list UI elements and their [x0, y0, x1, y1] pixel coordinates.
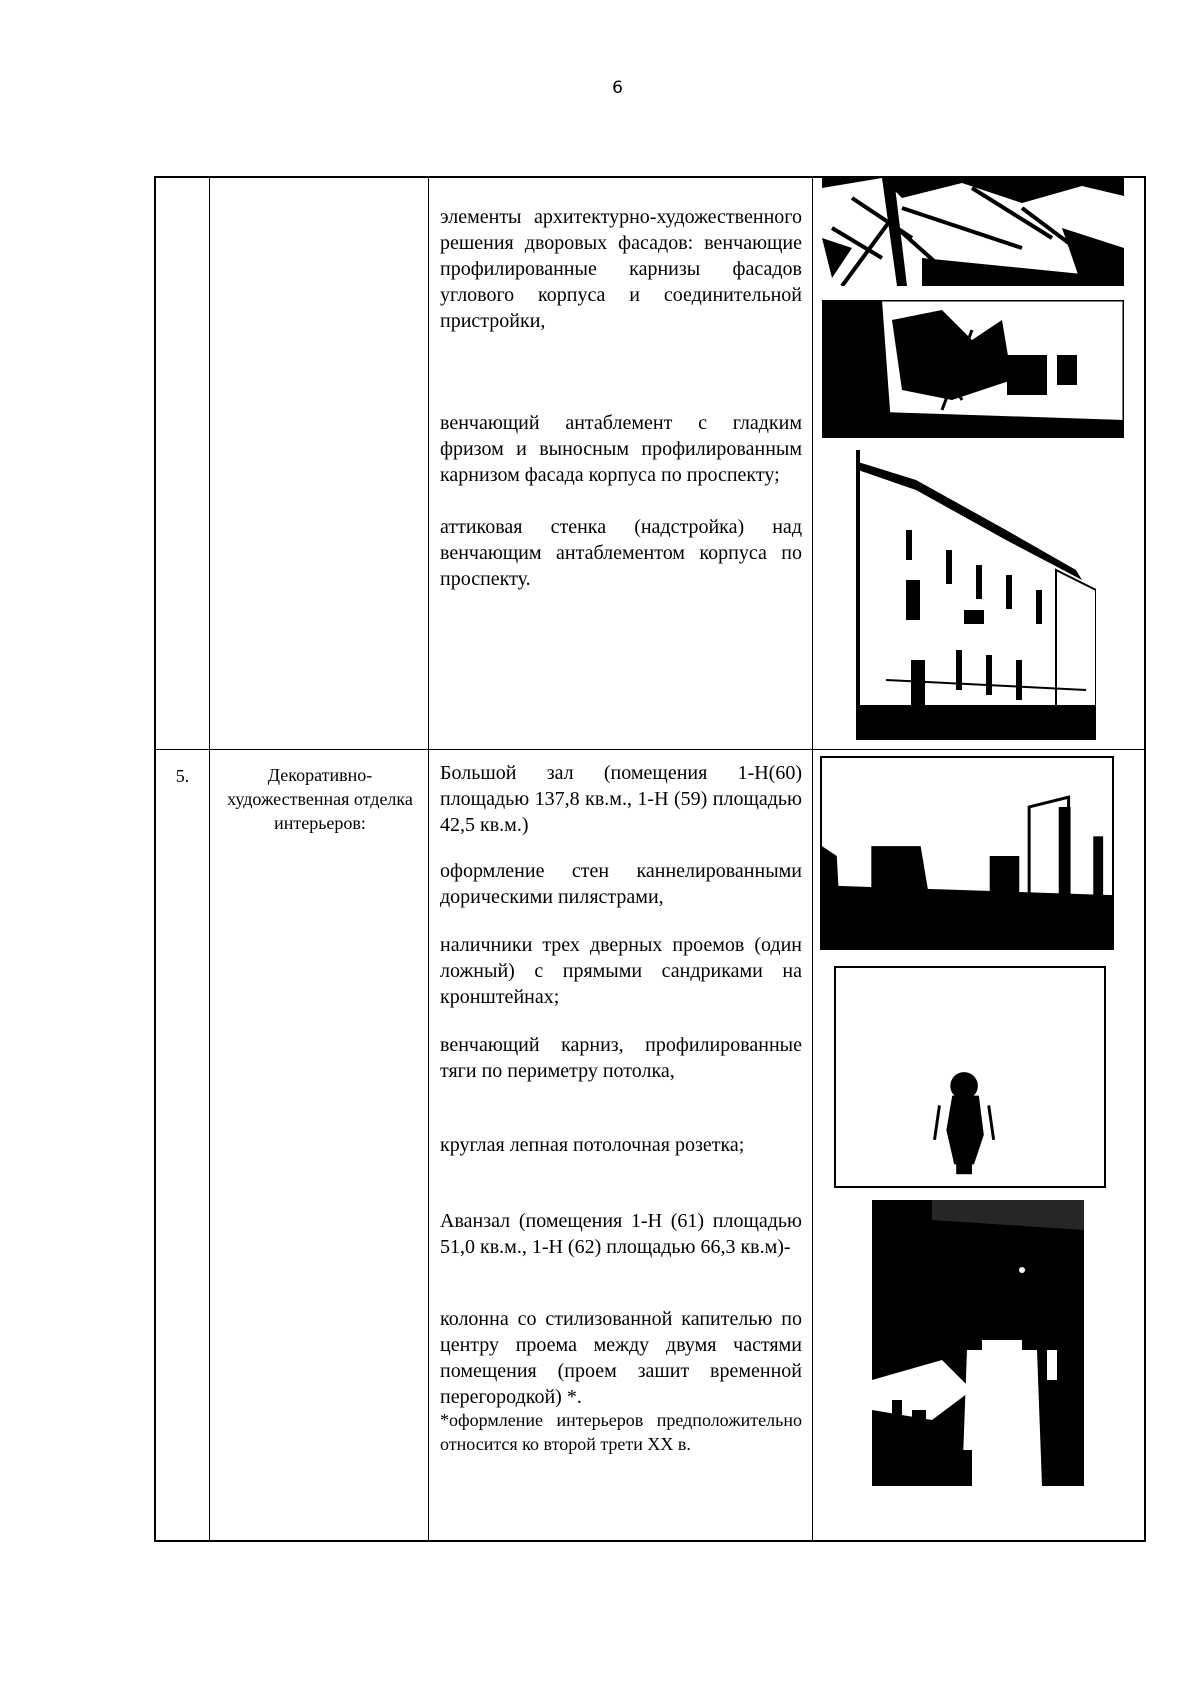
- row5-paragraph-5: круглая лепная потолочная розетка;: [440, 1134, 745, 1156]
- row5-paragraph-2: оформление стен каннелированными дорическими пилястрами,: [440, 860, 802, 908]
- photo-avanzal-column: [872, 1200, 1084, 1486]
- row5-title: Декоративно-художественная отделка интерьеров:: [227, 765, 413, 833]
- row5-paragraph-7: колонна со стилизованной капителью по центру проема между двумя частями помещения (проем зашит временной перегородкой) *.: [440, 1308, 802, 1408]
- photo-ceiling-rosette: [834, 966, 1106, 1188]
- page-number: 6: [612, 78, 623, 98]
- column-divider: [428, 178, 429, 1540]
- content-table: [154, 176, 1146, 1542]
- row4-paragraph-1: элементы архитектурно-художественного решения дворовых фасадов: венчающие профилированные карнизы фасадов углового корпуса и соединительной пристройки,: [440, 206, 802, 332]
- photo-courtyard-building: [822, 300, 1124, 438]
- row5-paragraph-8: *оформление интерьеров предположительно относится ко второй трети XX в.: [440, 1410, 802, 1454]
- row-divider: [156, 749, 1144, 750]
- row5-number: 5.: [175, 766, 190, 786]
- row4-paragraph-2: венчающий антаблемент с гладким фризом и выносным профилированным карнизом фасада корпуса по проспекту;: [440, 412, 802, 486]
- photo-courtyard-trees: [822, 178, 1124, 286]
- photo-facade-prospect: [856, 450, 1096, 740]
- column-divider: [812, 178, 813, 1540]
- row5-paragraph-6: Аванзал (помещения 1-Н (61) площадью 51,0 кв.м., 1-Н (62) площадью 66,3 кв.м)-: [440, 1210, 802, 1258]
- row5-paragraph-4: венчающий карниз, профилированные тяги по периметру потолка,: [440, 1034, 802, 1082]
- row5-paragraph-1: Большой зал (помещения 1-Н(60) площадью 137,8 кв.м., 1-Н (59) площадью 42,5 кв.м.): [440, 762, 802, 836]
- column-divider: [209, 178, 210, 1540]
- row4-paragraph-3: аттиковая стенка (надстройка) над венчающим антаблементом корпуса по проспекту.: [440, 516, 802, 590]
- photo-big-hall: [820, 756, 1114, 950]
- row5-paragraph-3: наличники трех дверных проемов (один ложный) с прямыми сандриками на кронштейнах;: [440, 934, 802, 1008]
